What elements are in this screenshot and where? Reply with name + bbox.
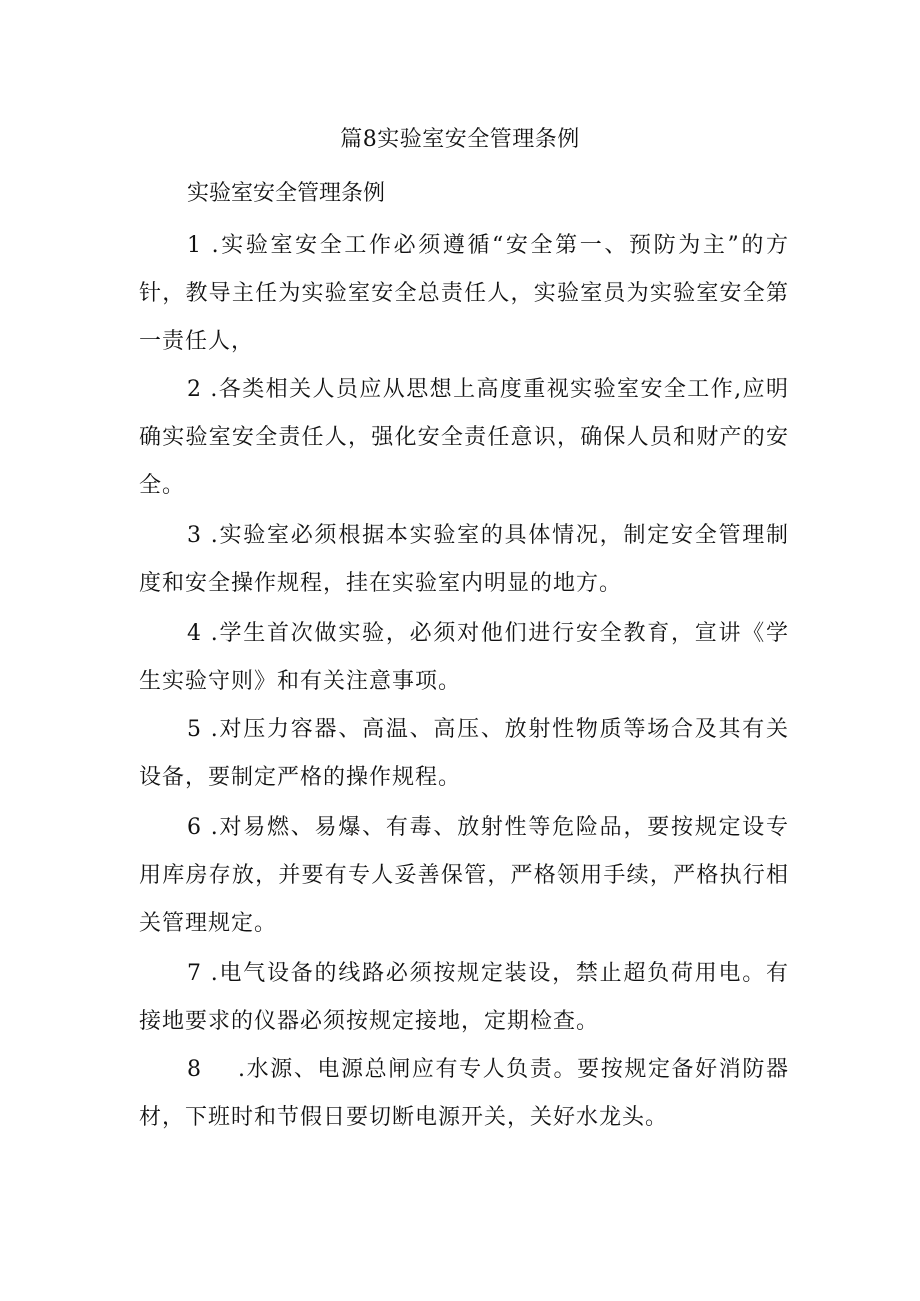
- clause-6: [139, 804, 789, 948]
- clause-5: [139, 706, 789, 802]
- clause-2: [139, 366, 789, 510]
- clause-text: .对易燃、易爆、有毒、放射性等危险品，要按规定设专用库房存放，并要有专人妥善保管，严格领用手续，严格执行相关管理规定。: [139, 815, 790, 936]
- clause-number: 8: [187, 1057, 202, 1082]
- document-subtitle: 实验室安全管理条例: [187, 181, 386, 206]
- clause-7: [139, 950, 789, 1046]
- clause-number: 2: [187, 377, 202, 402]
- clause-8: [139, 1046, 789, 1142]
- clause-number: 4: [187, 621, 202, 646]
- clause-number: 7: [187, 961, 202, 986]
- clause-text: .水源、电源总闸应有专人负责。要按规定备好消防器材，下班时和节假日要切断电源开关，关好水龙头。: [139, 1057, 789, 1130]
- clause-4: [139, 610, 789, 706]
- clause-text: .实验室必须根据本实验室的具体情况，制定安全管理制度和安全操作规程，挂在实验室内明显的地方。: [139, 523, 790, 596]
- clause-text: .实验室安全工作必须遵循“安全第一、预防为主”的方针，教导主任为实验室安全总责任人，实验室员为实验室安全第一责任人，: [139, 233, 789, 354]
- clause-text: .对压力容器、高温、高压、放射性物质等场合及其有关设备，要制定严格的操作规程。: [139, 717, 790, 790]
- clause-number: 3: [187, 523, 202, 548]
- clause-text: .电气设备的线路必须按规定装设，禁止超负荷用电。有接地要求的仪器必须按规定接地，定期检查。: [139, 961, 790, 1034]
- clause-text: .各类相关人员应从思想上高度重视实验室安全工作,应明确实验室安全责任人，强化安全责任意识，确保人员和财产的安全。: [139, 377, 789, 498]
- clause-text: .学生首次做实验，必须对他们进行安全教育，宣讲《学生实验守则》和有关注意事项。: [139, 621, 790, 694]
- clause-number: 1: [187, 233, 202, 258]
- document-title: 篇8实验室安全管理条例: [340, 127, 580, 152]
- clause-1: [139, 222, 789, 366]
- clause-3: [139, 512, 789, 608]
- clause-number: 5: [187, 717, 202, 742]
- clause-number: 6: [187, 815, 202, 840]
